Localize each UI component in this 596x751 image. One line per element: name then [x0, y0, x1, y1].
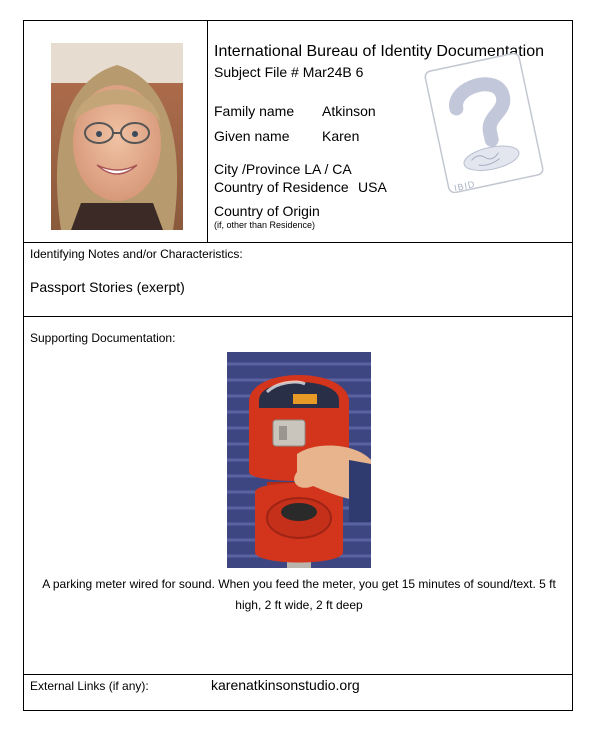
supporting-label: Supporting Documentation:	[30, 331, 176, 345]
country-origin-note: (if, other than Residence)	[214, 220, 316, 230]
divider-links	[24, 674, 572, 675]
country-origin-label: Country of Origin	[214, 203, 320, 219]
header-divider	[207, 21, 208, 242]
logo-text: IBID	[453, 178, 477, 194]
given-name-value: Karen	[322, 128, 360, 144]
external-link[interactable]: karenatkinsonstudio.org	[211, 677, 360, 693]
portrait-photo	[51, 43, 183, 230]
country-residence-value: USA	[358, 179, 387, 195]
parking-meter-photo	[227, 352, 371, 568]
divider-notes	[24, 242, 572, 243]
family-name-value: Atkinson	[322, 103, 376, 119]
given-name-label: Given name	[214, 128, 290, 144]
external-links-label: External Links (if any):	[30, 679, 149, 693]
city-province-line: City /Province LA / CA	[214, 161, 352, 177]
question-mark-globe-icon	[424, 53, 544, 193]
subject-file-number: Subject File # Mar24B 6	[214, 64, 364, 80]
supporting-caption: A parking meter wired for sound. When you feed the meter, you get 15 minutes of sound/text. 5 ft high, 2 ft wide, 2 ft deep	[42, 577, 556, 612]
notes-value: Passport Stories (exerpt)	[30, 279, 185, 295]
country-residence-label: Country of Residence	[214, 179, 349, 195]
organization-title: International Bureau of Identity Documentation	[214, 43, 544, 60]
divider-supporting	[24, 316, 572, 317]
notes-label: Identifying Notes and/or Characteristics:	[30, 247, 243, 261]
family-name-label: Family name	[214, 103, 295, 119]
identity-card	[23, 20, 573, 711]
